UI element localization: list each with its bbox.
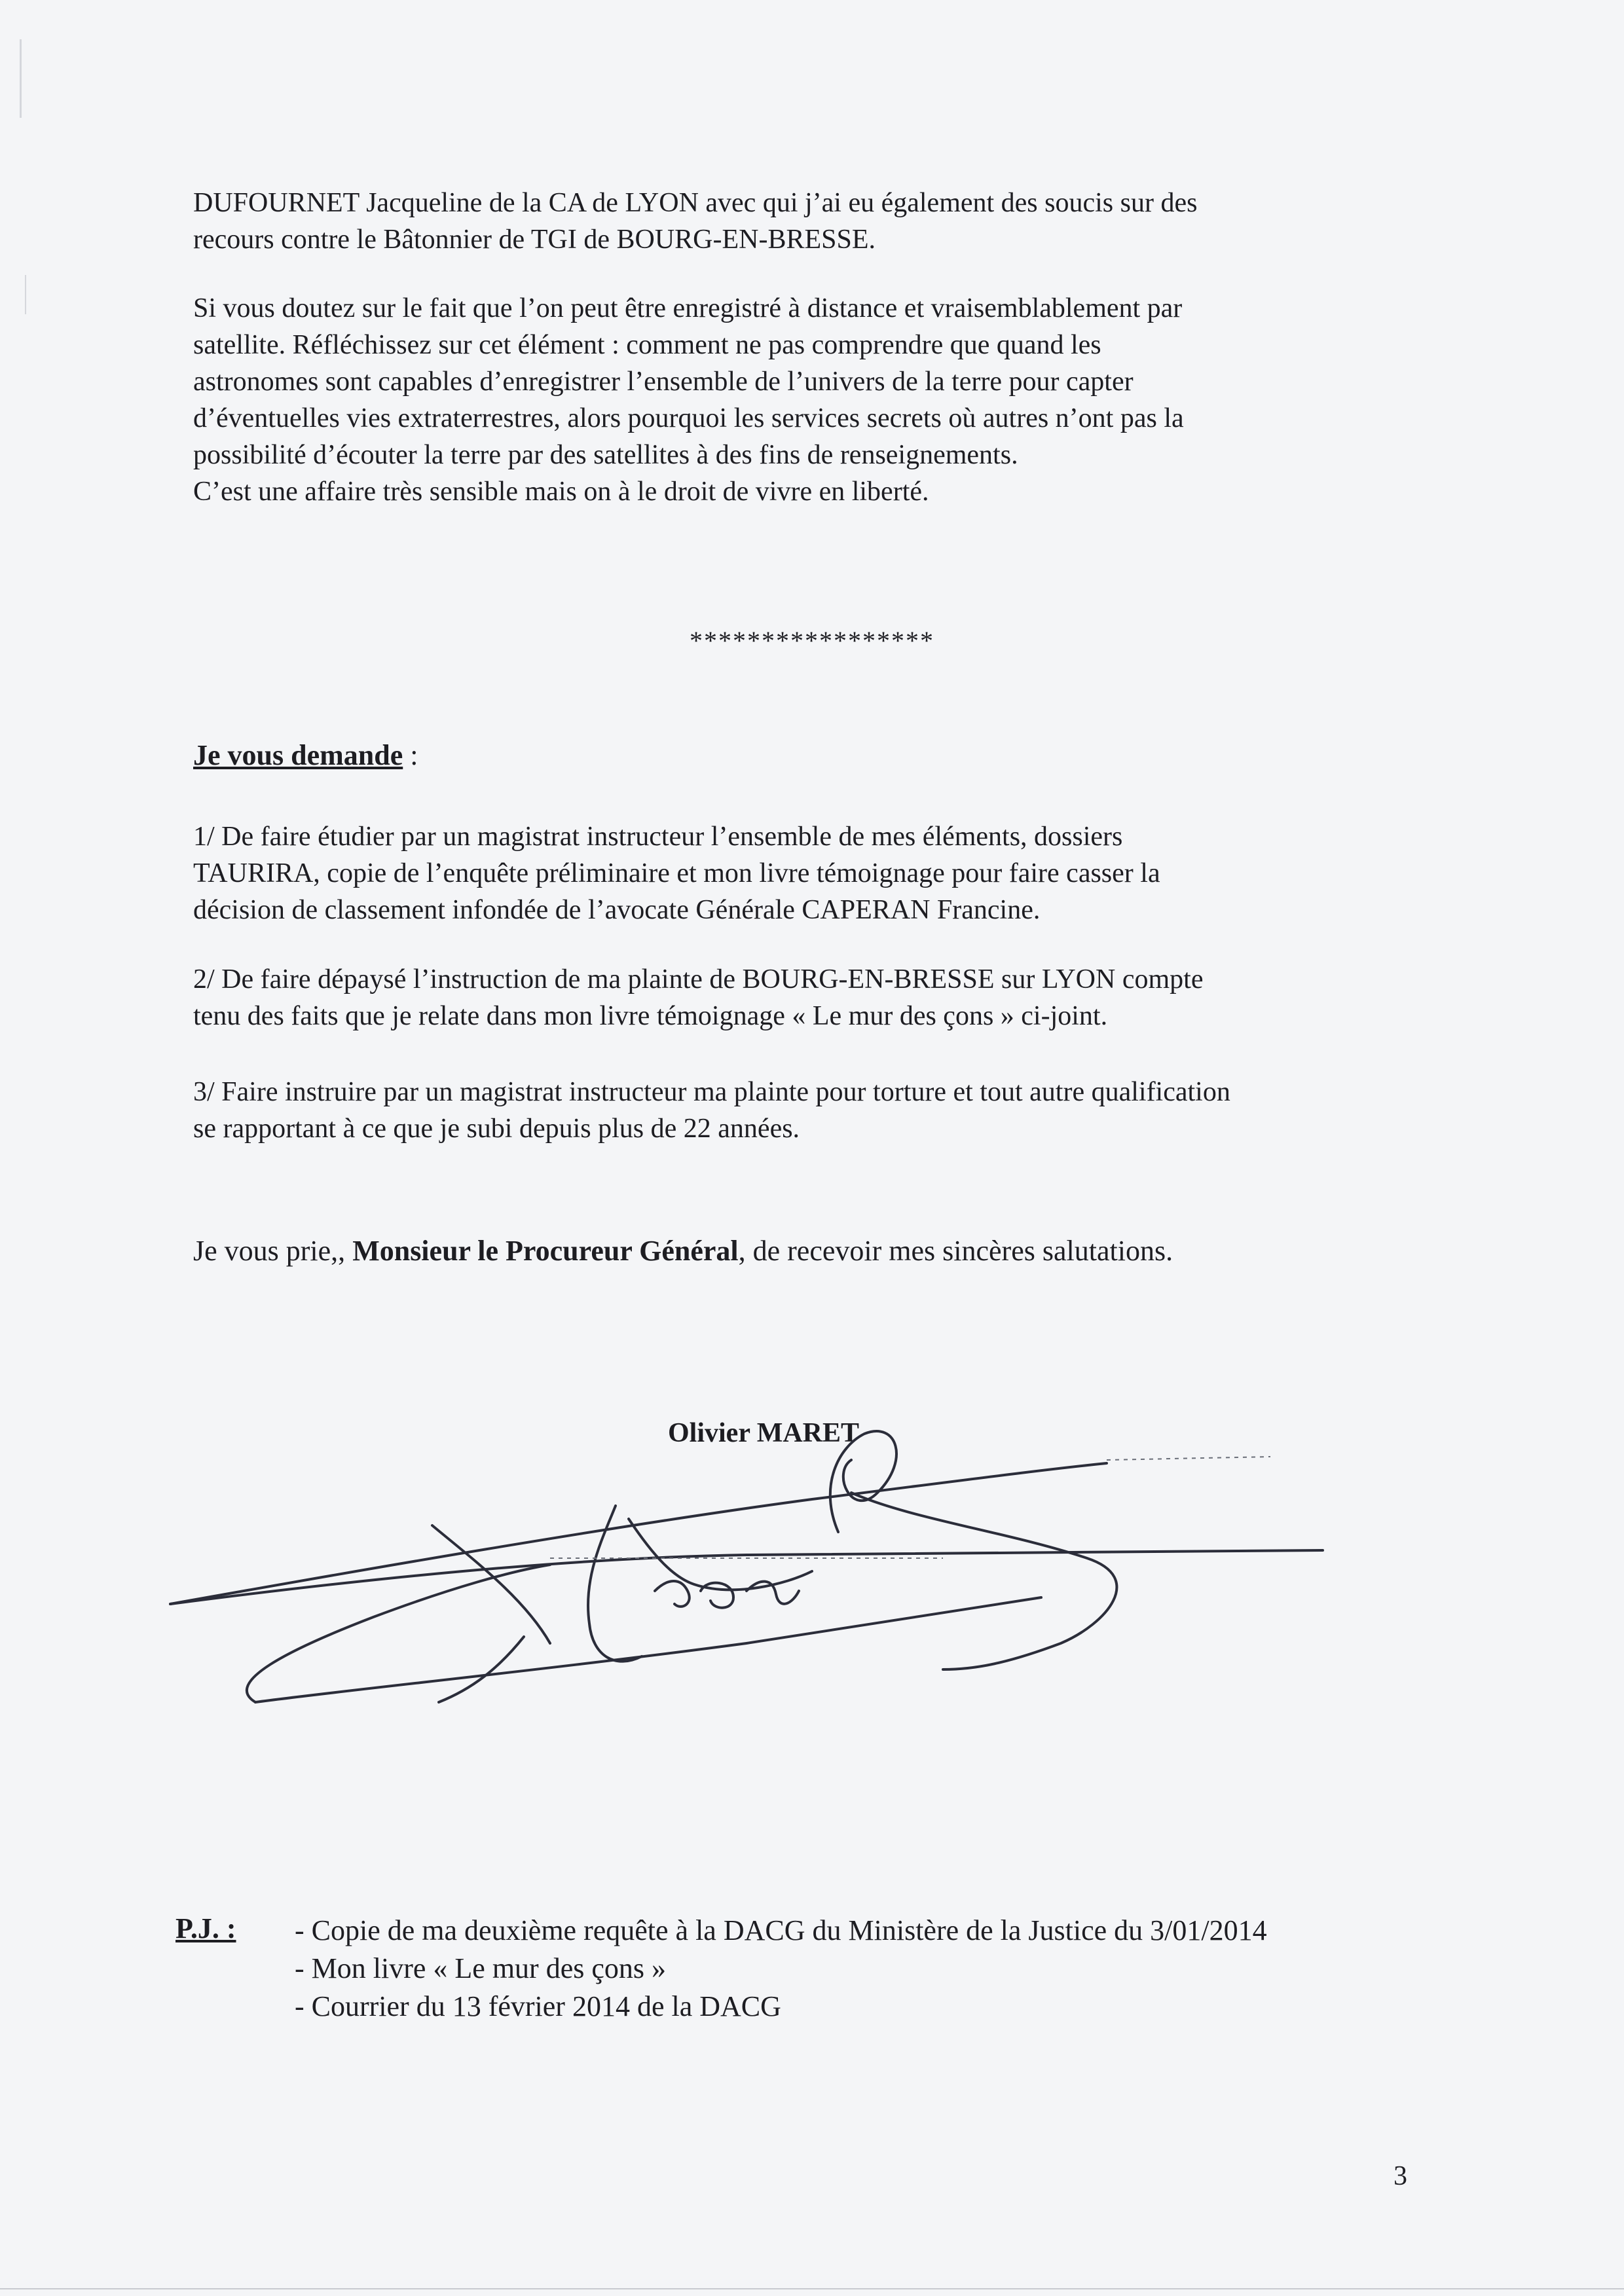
request-item-3 — [193, 1074, 1437, 1147]
text-line: décision de classement infondée de l’avocate Générale CAPERAN Francine. — [193, 895, 1041, 925]
attachment-item: - Copie de ma deuxième requête à la DACG du Ministère de la Justice du 3/01/2014 — [295, 1914, 1267, 1946]
closing-before: Je vous prie,, — [193, 1235, 353, 1267]
text-line: recours contre le Bâtonnier de TGI de BOURG-EN-BRESSE. — [193, 225, 876, 255]
request-item-2 — [193, 961, 1437, 1034]
closing-salutation — [193, 1234, 1173, 1267]
text-line: possibilité d’écouter la terre par des satellites à des fins de renseignements. — [193, 440, 1018, 470]
text-line: TAURIRA, copie de l’enquête préliminaire et mon livre témoignage pour faire casser la — [193, 858, 1160, 888]
text-line: Si vous doutez sur le fait que l’on peut être enregistré à distance et vraisemblablement par — [193, 293, 1183, 323]
text-line: tenu des faits que je relate dans mon livre témoignage « Le mur des çons » ci-joint. — [193, 1001, 1108, 1031]
request-heading-text: Je vous demande — [193, 739, 403, 771]
page-number: 3 — [1393, 2161, 1407, 2191]
text-line: DUFOURNET Jacqueline de la CA de LYON avec qui j’ai eu également des soucis sur des — [193, 188, 1198, 218]
separator-stars: ***************** — [690, 626, 934, 655]
satellite-paragraph — [193, 290, 1437, 510]
text-line: C’est une affaire très sensible mais on à le droit de vivre en liberté. — [193, 477, 929, 507]
attachment-item: - Mon livre « Le mur des çons » — [295, 1952, 666, 1984]
text-line: 3/ Faire instruire par un magistrat instructeur ma plainte pour torture et tout autre qualification — [193, 1077, 1230, 1107]
scan-edge-mark — [20, 39, 22, 118]
closing-after: , de recevoir mes sincères salutations. — [738, 1235, 1173, 1267]
text-line: 2/ De faire dépaysé l’instruction de ma plainte de BOURG-EN-BRESSE sur LYON compte — [193, 964, 1204, 994]
attachments-list — [295, 1912, 1267, 2026]
scan-edge-mark — [25, 275, 26, 314]
request-heading-suffix: : — [403, 739, 418, 771]
text-line: satellite. Réfléchissez sur cet élément : comment ne pas comprendre que quand les — [193, 330, 1101, 360]
request-heading — [193, 738, 418, 772]
attachment-item: - Courrier du 13 février 2014 de la DACG — [295, 1990, 781, 2022]
scan-bottom-line — [0, 2288, 1624, 2289]
text-line: se rapportant à ce que je subi depuis plus de 22 années. — [193, 1114, 800, 1144]
signatory-name: Olivier MARET — [668, 1418, 860, 1448]
text-line: d’éventuelles vies extraterrestres, alors pourquoi les services secrets où autres n’ont pas la — [193, 403, 1184, 433]
text-line: 1/ De faire étudier par un magistrat instructeur l’ensemble de mes éléments, dossiers — [193, 822, 1123, 852]
closing-addressee: Monsieur le Procureur Général — [352, 1235, 739, 1267]
intro-paragraph — [193, 185, 1437, 258]
text-line: astronomes sont capables d’enregistrer l’ensemble de l’univers de la terre pour capter — [193, 367, 1134, 397]
handwritten-signature — [157, 1362, 1336, 1728]
attachments-label: P.J. : — [175, 1912, 236, 1944]
request-item-1 — [193, 818, 1437, 928]
